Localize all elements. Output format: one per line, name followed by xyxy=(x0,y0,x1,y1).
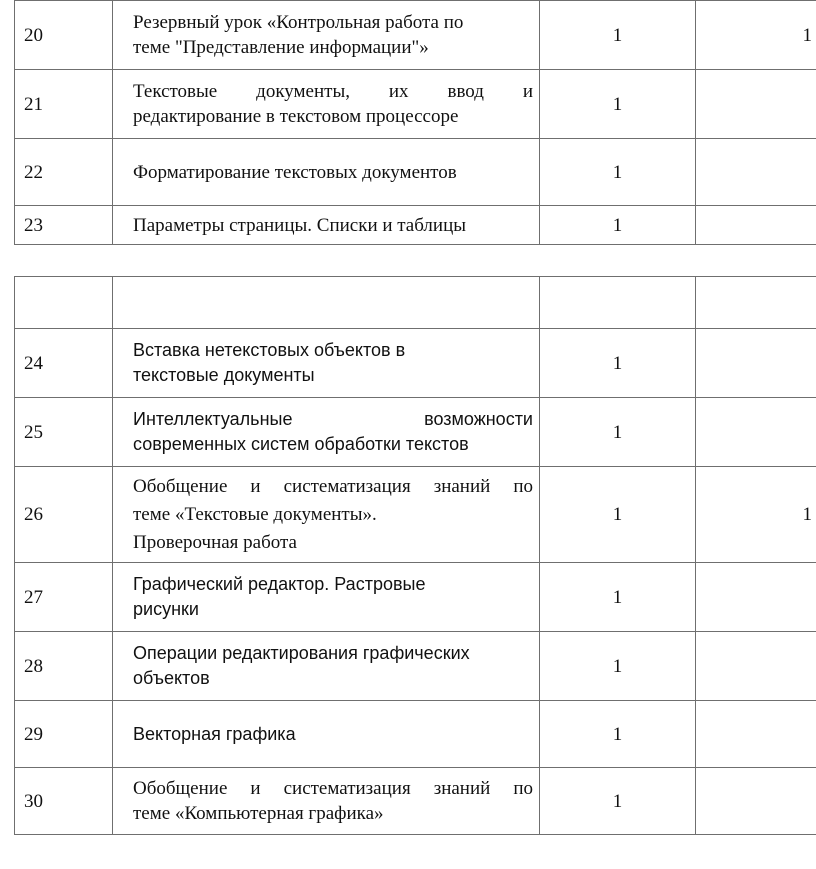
lesson-topic: Вставка нетекстовых объектов в текстовые документы xyxy=(113,329,540,398)
lesson-topic: Векторная графика xyxy=(113,701,540,768)
table-row xyxy=(15,398,816,467)
table-row xyxy=(15,563,816,632)
lesson-number: 22 xyxy=(15,139,113,206)
table-row xyxy=(15,701,816,768)
lesson-control xyxy=(696,329,816,398)
lesson-number: 24 xyxy=(15,329,113,398)
lesson-number: 27 xyxy=(15,563,113,632)
lesson-control: 1 xyxy=(696,467,816,563)
lesson-number: 28 xyxy=(15,632,113,701)
lesson-control xyxy=(696,277,816,329)
lesson-control xyxy=(696,563,816,632)
lesson-topic: Обобщение и систематизация знаний по теме «Компьютерная графика» xyxy=(113,768,540,835)
lesson-control xyxy=(696,206,816,245)
lesson-hours: 1 xyxy=(540,701,696,768)
lesson-topic: Параметры страницы. Списки и таблицы xyxy=(113,206,540,245)
lesson-control: 1 xyxy=(696,1,816,70)
lesson-number: 26 xyxy=(15,467,113,563)
lesson-topic: Текстовые документы, их ввод и редактирование в текстовом процессоре xyxy=(113,70,540,139)
lesson-hours: 1 xyxy=(540,139,696,206)
table-row xyxy=(15,632,816,701)
lesson-topic: Обобщение и систематизация знаний по теме «Текстовые документы». Проверочная работа xyxy=(113,467,540,563)
table-row xyxy=(15,139,816,206)
table-row xyxy=(15,467,816,563)
lesson-number: 30 xyxy=(15,768,113,835)
table-row xyxy=(15,206,816,245)
lesson-hours: 1 xyxy=(540,70,696,139)
table-row xyxy=(15,1,816,70)
lesson-topic xyxy=(113,277,540,329)
table-row-empty xyxy=(15,277,816,329)
lesson-hours: 1 xyxy=(540,563,696,632)
lesson-topic: Операции редактирования графических объектов xyxy=(113,632,540,701)
lesson-number: 20 xyxy=(15,1,113,70)
lesson-control xyxy=(696,139,816,206)
lesson-number: 25 xyxy=(15,398,113,467)
lesson-topic: Форматирование текстовых документов xyxy=(113,139,540,206)
lesson-hours: 1 xyxy=(540,329,696,398)
lesson-hours: 1 xyxy=(540,768,696,835)
lesson-control xyxy=(696,70,816,139)
lesson-control xyxy=(696,768,816,835)
table-row xyxy=(15,70,816,139)
table-row xyxy=(15,768,816,835)
lesson-number: 29 xyxy=(15,701,113,768)
lesson-table-top xyxy=(14,0,816,245)
lesson-hours: 1 xyxy=(540,1,696,70)
lesson-control xyxy=(696,701,816,768)
lesson-topic: Резервный урок «Контрольная работа по теме "Представление информации"» xyxy=(113,1,540,70)
lesson-hours: 1 xyxy=(540,206,696,245)
lesson-control xyxy=(696,632,816,701)
lesson-number: 23 xyxy=(15,206,113,245)
lesson-topic: Графический редактор. Растровые рисунки xyxy=(113,563,540,632)
lesson-hours: 1 xyxy=(540,398,696,467)
lesson-control xyxy=(696,398,816,467)
lesson-hours: 1 xyxy=(540,467,696,563)
lesson-hours: 1 xyxy=(540,632,696,701)
lesson-hours xyxy=(540,277,696,329)
table-row xyxy=(15,329,816,398)
lesson-topic: Интеллектуальные возможности современных систем обработки текстов xyxy=(113,398,540,467)
lesson-table-bottom xyxy=(14,276,816,835)
lesson-number xyxy=(15,277,113,329)
lesson-number: 21 xyxy=(15,70,113,139)
